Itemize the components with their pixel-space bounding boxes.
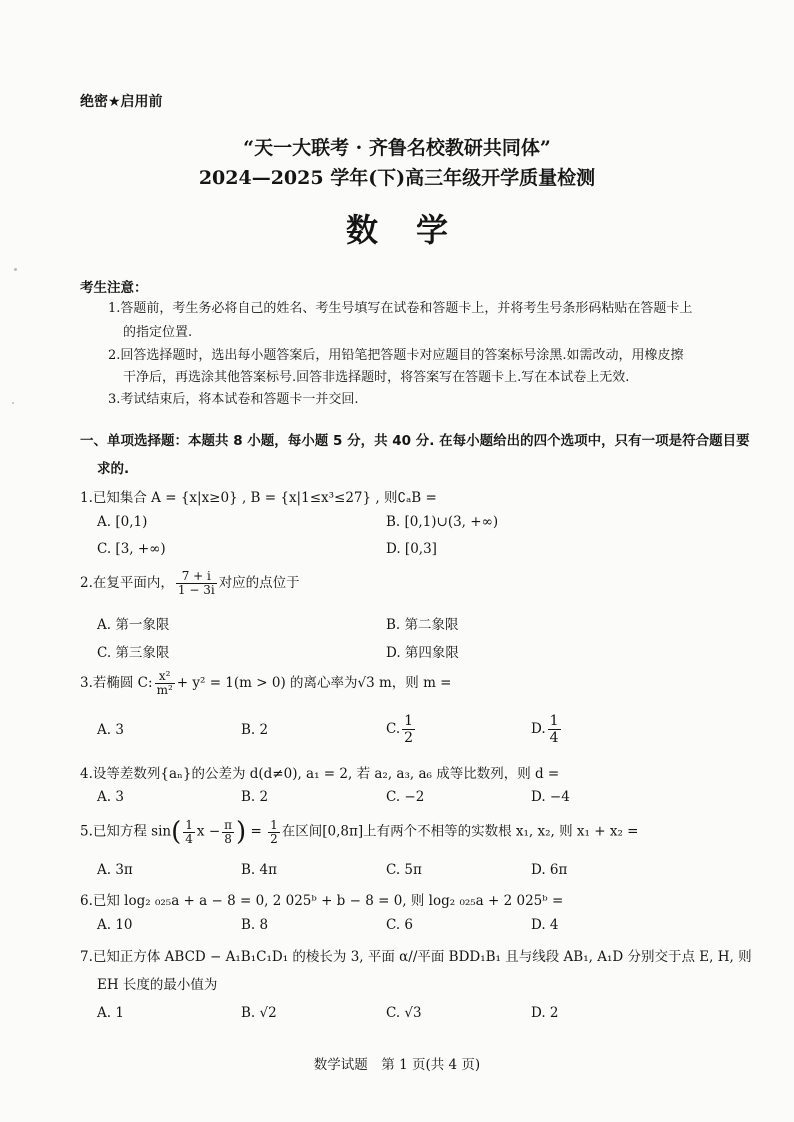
q3-option-c bbox=[386, 713, 417, 746]
q5-option-c: C. 5π bbox=[386, 862, 422, 878]
q2-option-d: D. 第四象限 bbox=[386, 645, 459, 661]
q2-stem-pre: 2.在复平面内， bbox=[80, 575, 174, 591]
q4-option-a: A. 3 bbox=[97, 789, 124, 805]
q3-c-num: 1 bbox=[404, 713, 414, 729]
question-7-stem-cont: EH 长度的最小值为 bbox=[97, 977, 218, 993]
q1-option-c: C. [3, +∞) bbox=[97, 541, 166, 557]
q5-frac3 bbox=[268, 819, 280, 846]
q6-option-a: A. 10 bbox=[97, 917, 133, 933]
q3-c-fraction bbox=[402, 713, 415, 746]
q3-option-b: B. 2 bbox=[241, 722, 269, 738]
secret-label: 绝密★启用前 bbox=[80, 94, 163, 110]
q2-frac-den: 1 − 3i bbox=[177, 583, 215, 597]
q5-option-b: B. 4π bbox=[241, 862, 277, 878]
q5-stem-pre: 5.已知方程 sin bbox=[80, 823, 172, 840]
q5-frac1-num: 1 bbox=[185, 817, 193, 832]
q2-fraction bbox=[176, 570, 217, 597]
section-heading-cont: 求的. bbox=[97, 461, 130, 477]
q6-option-b: B. 8 bbox=[241, 917, 269, 933]
q3-c-label: C. bbox=[386, 721, 401, 737]
q3-d-num: 1 bbox=[549, 713, 559, 729]
q3-stem-pre: 3.若椭圆 C: bbox=[80, 675, 153, 691]
q4-option-b: B. 2 bbox=[241, 789, 269, 805]
q7-option-b: B. √2 bbox=[241, 1005, 277, 1021]
q3-frac-den: m² bbox=[156, 683, 173, 697]
question-4-stem: 4.设等差数列{aₙ}的公差为 d(d≠0), a₁ = 2, 若 a₂, a₃, a₆ 成等比数列，则 d = bbox=[80, 766, 560, 782]
question-7-stem: 7.已知正方体 ABCD − A₁B₁C₁D₁ 的棱长为 3, 平面 α//平面 BDD₁B₁ 且与线段 AB₁, A₁D 分别交于点 E, H, 则 bbox=[80, 949, 752, 965]
q1-option-d: D. [0,3] bbox=[386, 541, 437, 557]
q2-option-a: A. 第一象限 bbox=[97, 617, 170, 633]
q3-option-a: A. 3 bbox=[97, 722, 124, 738]
q2-stem-post: 对应的点位于 bbox=[218, 575, 300, 591]
subject-title: 数学 bbox=[345, 211, 486, 249]
note-2: 2.回答选择题时，选出每小题答案后，用铅笔把答题卡对应题目的答案标号涂黑.如需改动，用橡皮擦 bbox=[108, 348, 684, 363]
scan-speck bbox=[12, 402, 14, 404]
q5-paren-close: ) bbox=[236, 817, 247, 847]
q5-frac2-den: 8 bbox=[224, 831, 232, 846]
q3-fraction bbox=[155, 670, 175, 697]
exam-title-line1: “天一大联考 · 齐鲁名校教研共同体” bbox=[243, 137, 551, 159]
q5-stem-post: 在区间[0,8π]上有两个不相等的实数根 x₁, x₂, 则 x₁ + x₂ = bbox=[281, 823, 639, 840]
q3-frac-num: x² bbox=[155, 670, 175, 684]
q3-d-label: D. bbox=[531, 721, 546, 737]
note-1: 1.答题前，考生务必将自己的姓名、考生号填写在试卷和答题卡上，并将考生号条形码粘贴在答题卡上 bbox=[108, 301, 693, 316]
q5-option-d: D. 6π bbox=[531, 862, 568, 878]
q5-eq: = bbox=[250, 823, 262, 840]
q5-frac1-den: 4 bbox=[185, 831, 193, 846]
note-2-cont: 干净后，再选涂其他答案标号.回答非选择题时，将答案写在答题卡上.写在本试卷上无效. bbox=[123, 370, 630, 385]
q2-option-b: B. 第二象限 bbox=[386, 617, 459, 633]
q5-paren-open: ( bbox=[171, 817, 182, 847]
q5-option-a: A. 3π bbox=[97, 862, 133, 878]
q4-option-c: C. −2 bbox=[386, 789, 425, 805]
q2-frac-num: 7 + i bbox=[176, 570, 217, 584]
q2-option-c: C. 第三象限 bbox=[97, 645, 170, 661]
q1-option-b: B. [0,1)∪(3, +∞) bbox=[386, 514, 499, 530]
note-3: 3.考试结束后，将本试卷和答题卡一并交回. bbox=[108, 392, 359, 407]
q1-option-a: A. [0,1) bbox=[97, 514, 148, 530]
q3-d-den: 4 bbox=[549, 730, 559, 746]
q7-option-c: C. √3 bbox=[386, 1005, 422, 1021]
q3-stem-post: + y² = 1(m > 0) 的离心率为√3 m，则 m = bbox=[176, 675, 452, 691]
question-6-stem: 6.已知 log₂ ₀₂₅a + a − 8 = 0, 2 025ᵇ + b − 8 = 0, 则 log₂ ₀₂₅a + 2 025ᵇ = bbox=[80, 893, 564, 909]
q5-frac2-num: π bbox=[224, 817, 233, 832]
note-1-cont: 的指定位置. bbox=[123, 325, 193, 340]
q3-option-d bbox=[531, 713, 563, 746]
q5-frac1 bbox=[183, 819, 195, 846]
q6-option-c: C. 6 bbox=[386, 917, 414, 933]
q3-d-fraction bbox=[548, 713, 561, 746]
question-3-stem bbox=[80, 670, 451, 697]
q6-option-d: D. 4 bbox=[531, 917, 559, 933]
q7-option-d: D. 2 bbox=[531, 1005, 559, 1021]
q3-c-den: 2 bbox=[404, 730, 414, 746]
question-5-stem bbox=[80, 817, 638, 847]
question-1-stem: 1.已知集合 A = {x|x≥0} , B = {x|1≤x³≤27} , 则∁ₐB = bbox=[80, 490, 437, 506]
section-heading: 一、单项选择题：本题共 8 小题，每小题 5 分，共 40 分. 在每小题给出的四个选项中，只有一项是符合题目要 bbox=[80, 433, 750, 449]
notes-title: 考生注意： bbox=[80, 280, 148, 296]
question-2-stem bbox=[80, 570, 300, 597]
q7-option-a: A. 1 bbox=[97, 1005, 124, 1021]
scan-speck bbox=[14, 268, 17, 271]
q4-option-d: D. −4 bbox=[531, 789, 570, 805]
q5-frac3-num: 1 bbox=[270, 817, 278, 832]
page-footer: 数学试题 第 1 页(共 4 页) bbox=[313, 1057, 481, 1073]
q5-frac2 bbox=[222, 819, 234, 846]
q5-mid: x − bbox=[196, 823, 221, 840]
q5-frac3-den: 2 bbox=[270, 831, 278, 846]
exam-title-line2: 2024—2025 学年(下)高三年级开学质量检测 bbox=[198, 167, 596, 189]
